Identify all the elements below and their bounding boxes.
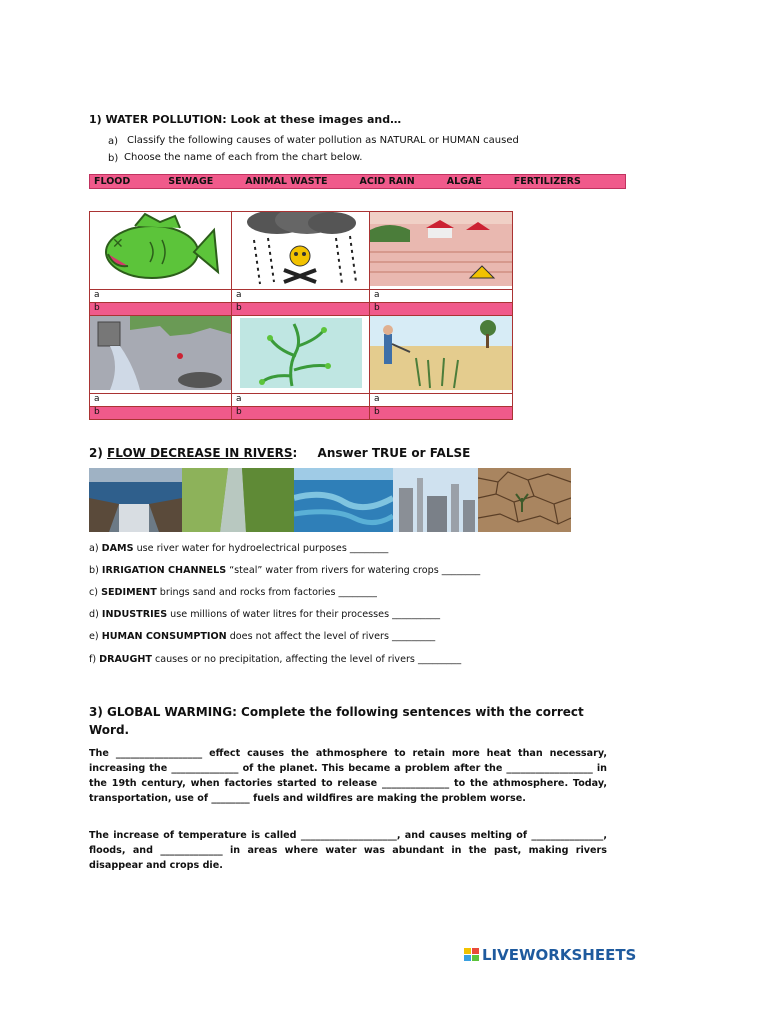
answer-b-2[interactable]: b	[232, 303, 370, 316]
instruction-b: Choose the name of each from the chart below.	[124, 152, 363, 163]
flood-image	[370, 212, 513, 290]
section2-colon: :	[292, 446, 298, 460]
word-animal-waste: ANIMAL WASTE	[245, 176, 328, 187]
answer-b-3[interactable]: b	[370, 303, 513, 316]
section2-title: FLOW DECREASE IN RIVERS	[107, 446, 293, 460]
section2-instruction: Answer TRUE or FALSE	[317, 446, 471, 460]
section3-title: 3) GLOBAL WARMING: Complete the following sentences with the correct Word.	[89, 705, 584, 737]
answer-b-5[interactable]: b	[232, 407, 370, 420]
answer-a-2[interactable]: a	[232, 290, 370, 303]
instruction-a: Classify the following causes of water pollution as NATURAL or HUMAN caused	[127, 135, 519, 146]
word-sewage: SEWAGE	[168, 176, 214, 187]
logo-icon	[464, 948, 480, 962]
dam-photo	[89, 468, 182, 532]
word-fertilizers: FERTILIZERS	[513, 176, 581, 187]
tf-item-f: f) DRAUGHT causes or no precipitation, affecting the level of rivers _________	[89, 654, 462, 665]
svg-text:✕: ✕	[112, 236, 124, 252]
gw-paragraph-1: The __________________ effect causes the athmosphere to retain more heat than necessary, increasing the ______________ of the planet. This became a problem after the __________________ in the 19th century, when factories started to release ______________ to the athmosphere. Today, transportation, use of ________ fuels and wildfires are making the problem worse.	[89, 748, 607, 804]
answer-b-1[interactable]: b	[90, 303, 232, 316]
dead-fish-image	[90, 212, 232, 290]
section2-number: 2)	[89, 446, 103, 460]
answer-a-6[interactable]: a	[370, 394, 513, 407]
answer-b-6[interactable]: b	[370, 407, 513, 420]
acid-rain-image	[232, 212, 370, 290]
section2-heading	[89, 446, 470, 460]
river-sediment-photo	[294, 468, 393, 532]
algae-image	[232, 316, 370, 394]
sewage-image	[90, 316, 232, 394]
word-bank	[89, 174, 626, 189]
industry-photo	[393, 468, 478, 532]
tf-item-d: d) INDUSTRIES use millions of water litres for their processes __________	[89, 609, 441, 620]
logo-text: LIVEWORKSHEETS	[482, 946, 637, 964]
instruction-a-label: a)	[108, 136, 119, 147]
word-acid-rain: ACID RAIN	[359, 176, 415, 187]
word-flood: FLOOD	[94, 176, 131, 187]
answer-a-3[interactable]: a	[370, 290, 513, 303]
word-algae: ALGAE	[446, 176, 482, 187]
answer-a-5[interactable]: a	[232, 394, 370, 407]
answer-a-4[interactable]: a	[90, 394, 232, 407]
answer-b-4[interactable]: b	[90, 407, 232, 420]
fertilizer-spraying-image	[370, 316, 513, 394]
answer-a-1[interactable]: a	[90, 290, 232, 303]
gw-paragraph-2: The increase of temperature is called ____________________, and causes melting of _______________, floods, and _____________ in areas where water was abundant in the past, making rivers disappear and crops die.	[89, 830, 607, 871]
irrigation-channel-photo	[182, 468, 294, 532]
drought-photo	[478, 468, 571, 532]
tf-item-e: e) HUMAN CONSUMPTION does not affect the level of rivers _________	[89, 631, 436, 642]
instruction-b-label: b)	[108, 153, 119, 164]
liveworksheets-logo	[464, 946, 636, 964]
tf-item-b: b) IRRIGATION CHANNELS “steal” water from rivers for watering crops ________	[89, 565, 481, 576]
tf-item-c: c) SEDIMENT brings sand and rocks from factories ________	[89, 587, 377, 598]
image-grid	[89, 211, 513, 420]
section1-title: 1) WATER POLLUTION: Look at these images and…	[89, 113, 402, 126]
tf-item-a: a) DAMS use river water for hydroelectrical purposes ________	[89, 543, 389, 554]
